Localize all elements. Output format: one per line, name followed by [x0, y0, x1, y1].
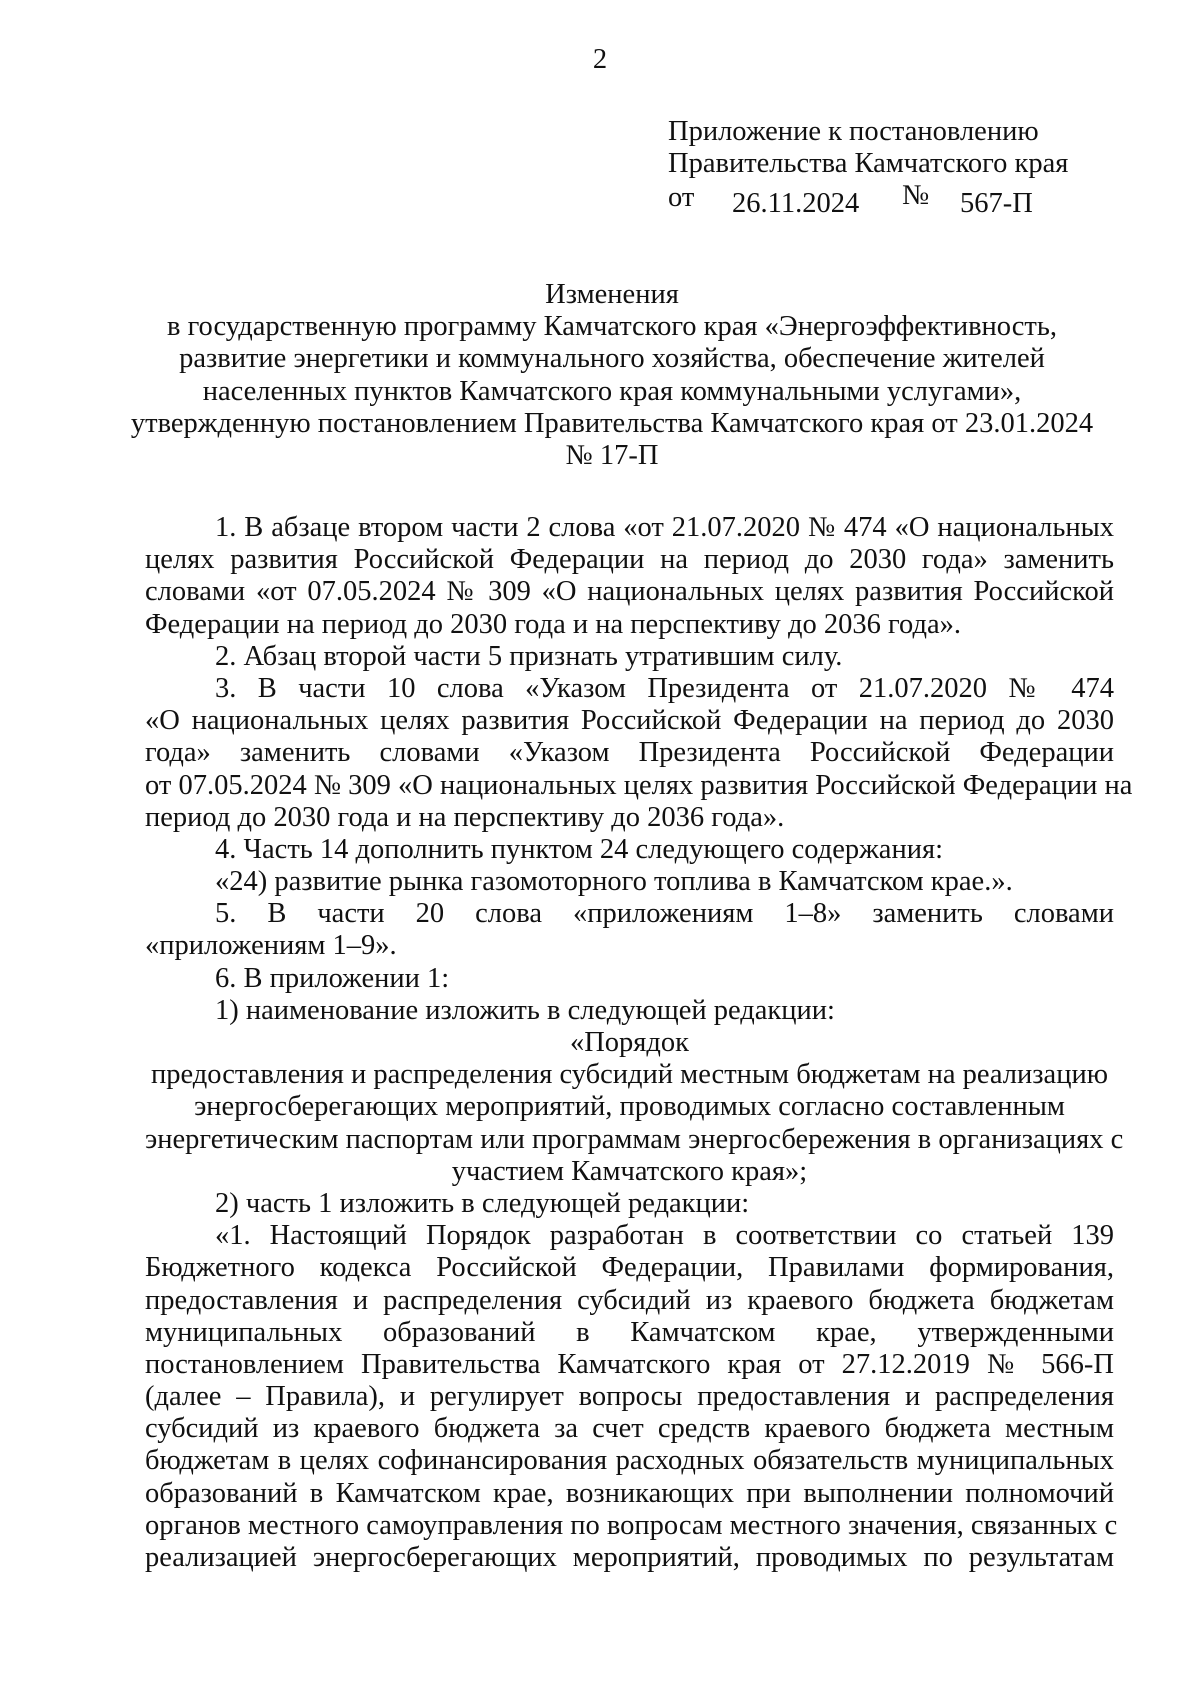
- title-line: в государственную программу Камчатского края «Энергоэффективность,: [167, 311, 1057, 343]
- approval-date: 26.11.2024: [732, 188, 860, 220]
- title-line: развитие энергетики и коммунального хозяйства, обеспечение жителей: [179, 343, 1045, 375]
- document-body: [145, 512, 1133, 1574]
- body-line: «24) развитие рынка газомоторного топлива в Камчатском крае.».: [215, 866, 1013, 898]
- body-line: 3. В части 10 слова «Указом Президента от 21.07.2020 № 474: [215, 672, 1114, 704]
- body-line: муниципальных образований в Камчатском крае, утвержденными: [145, 1316, 1114, 1348]
- title-line: утвержденную постановлением Правительства Камчатского края от 23.01.2024: [130, 407, 1094, 439]
- body-line: 6. В приложении 1:: [215, 962, 450, 994]
- approval-number-sign: №: [902, 180, 930, 212]
- body-line: субсидий из краевого бюджета за счет средств краевого бюджета местным: [145, 1413, 1114, 1445]
- body-line: Федерации на период до 2030 года и на перспективу до 2036 года».: [145, 608, 961, 640]
- body-line-centered: участием Камчатского края»;: [451, 1155, 808, 1187]
- body-line: «приложениям 1–9».: [145, 930, 397, 962]
- body-line: от 07.05.2024 № 309 «О национальных целях развития Российской Федерации на: [145, 769, 1133, 801]
- body-line: целях развития Российской Федерации на период до 2030 года» заменить: [145, 544, 1114, 576]
- body-line-centered: предоставления и распределения субсидий местным бюджетам на реализацию: [150, 1059, 1108, 1091]
- approval-stamp: [668, 116, 1148, 220]
- approval-number: 567-П: [960, 188, 1033, 220]
- body-line-centered: «Порядок: [569, 1027, 690, 1058]
- title-line: № 17-П: [565, 440, 659, 472]
- body-line: 1. В абзаце втором части 2 слова «от 21.07.2020 № 474 «О национальных: [215, 512, 1114, 543]
- body-line: словами «от 07.05.2024 № 309 «О национальных целях развития Российской: [145, 576, 1114, 608]
- document-title: [110, 279, 1114, 472]
- body-line: органов местного самоуправления по вопросам местного значения, связанных с: [145, 1509, 1118, 1541]
- body-line-centered: энергосберегающих мероприятий, проводимых согласно составленным: [194, 1091, 1065, 1123]
- body-line: бюджетам в целях софинансирования расходных обязательств муниципальных: [145, 1445, 1114, 1477]
- body-line: постановлением Правительства Камчатского края от 27.12.2019 № 566-П: [145, 1348, 1114, 1380]
- body-line: года» заменить словами «Указом Президента Российской Федерации: [145, 737, 1114, 769]
- page-number: 2: [592, 44, 608, 75]
- body-line: образований в Камчатском крае, возникающих при выполнении полномочий: [145, 1477, 1114, 1509]
- title-heading: Изменения: [545, 279, 679, 310]
- body-line: реализацией энергосберегающих мероприятий, проводимых по результатам: [145, 1542, 1114, 1573]
- body-line: 4. Часть 14 дополнить пунктом 24 следующего содержания:: [215, 833, 943, 865]
- title-line: населенных пунктов Камчатского края коммунальными услугами»,: [202, 375, 1022, 407]
- approval-line-1: Приложение к постановлению: [668, 116, 1039, 147]
- approval-line-2: Правительства Камчатского края: [668, 148, 1069, 180]
- body-line: 5. В части 20 слова «приложениям 1–8» заменить словами: [215, 898, 1114, 930]
- approval-date-row: [668, 180, 1148, 220]
- approval-date-prefix: от: [668, 182, 695, 214]
- body-line: 1) наименование изложить в следующей редакции:: [215, 994, 835, 1026]
- body-line: предоставления и распределения субсидий из краевого бюджета бюджетам: [145, 1284, 1114, 1316]
- body-line: Бюджетного кодекса Российской Федерации, Правилами формирования,: [145, 1252, 1114, 1284]
- body-line-centered: энергетическим паспортам или программам энергосбережения в организациях с: [145, 1123, 1124, 1155]
- body-line: период до 2030 года и на перспективу до 2036 года».: [145, 801, 785, 833]
- body-line: «1. Настоящий Порядок разработан в соответствии со статьей 139: [215, 1220, 1114, 1252]
- body-line: (далее – Правила), и регулирует вопросы предоставления и распределения: [145, 1381, 1114, 1413]
- body-line: 2) часть 1 изложить в следующей редакции:: [215, 1187, 750, 1219]
- body-line: «О национальных целях развития Российской Федерации на период до 2030: [145, 705, 1114, 737]
- body-line: 2. Абзац второй части 5 признать утратившим силу.: [215, 640, 843, 672]
